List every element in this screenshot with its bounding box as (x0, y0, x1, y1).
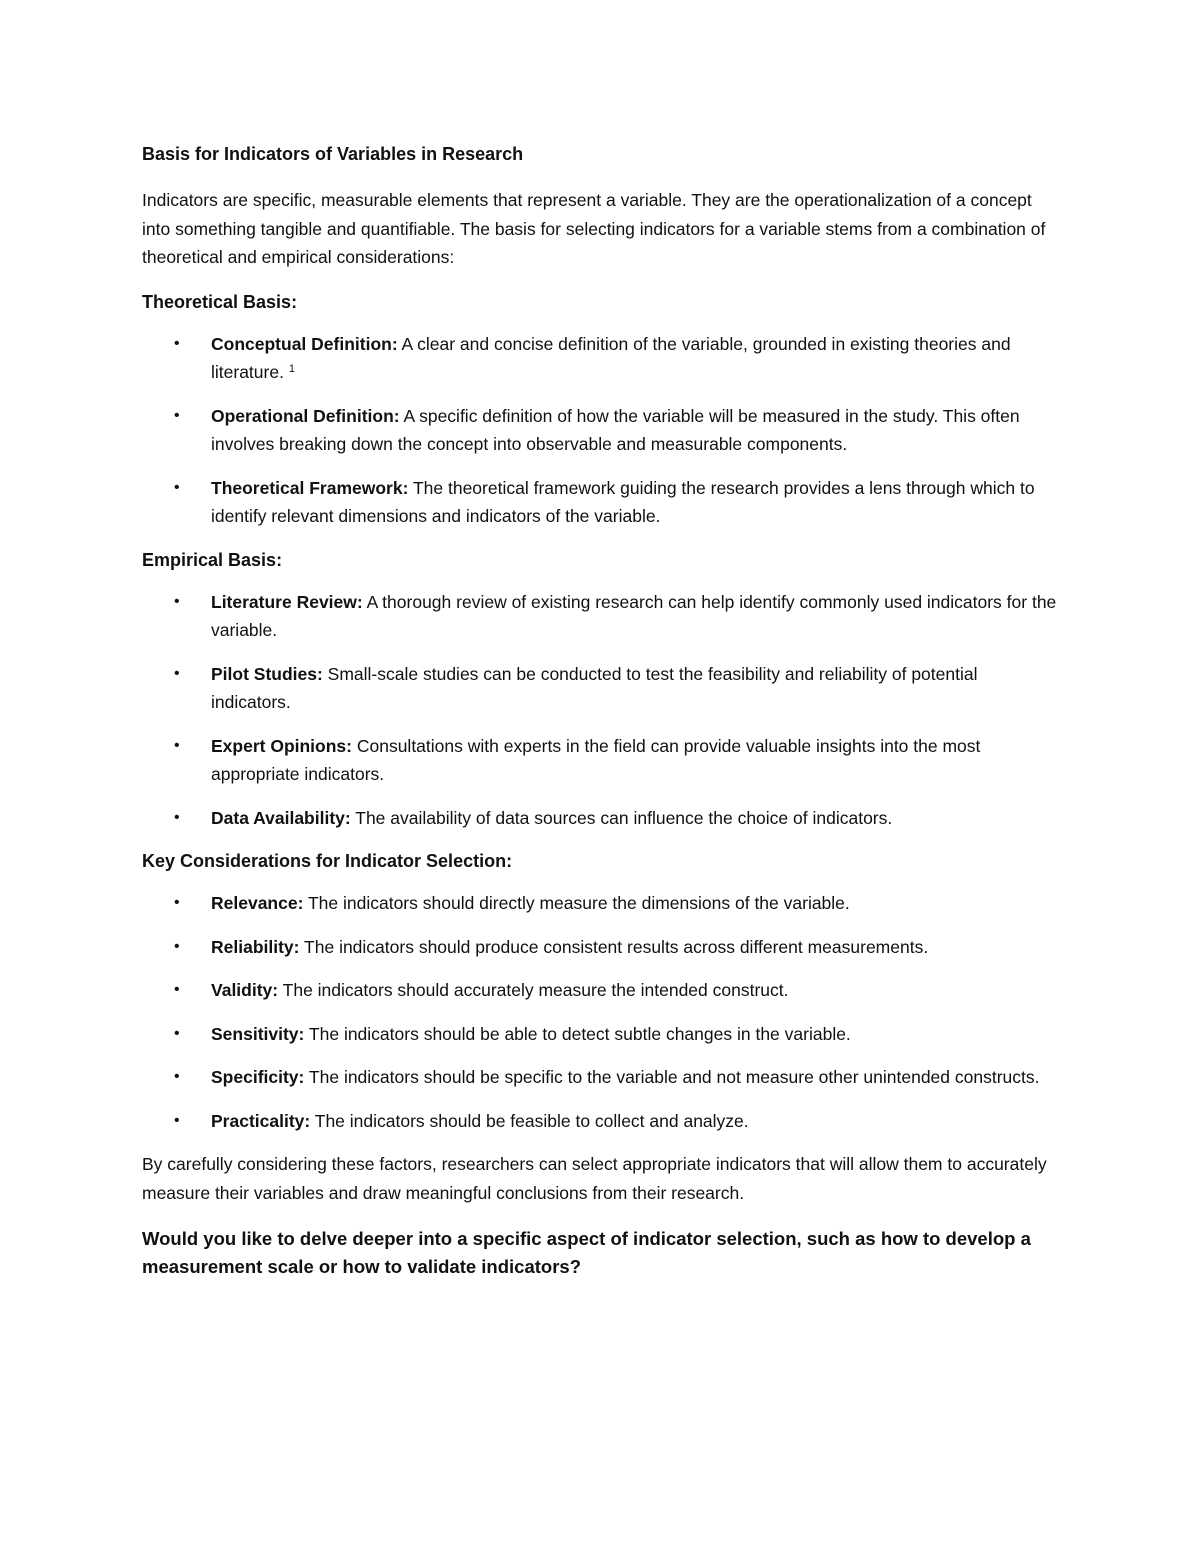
list-item-term: Operational Definition: (211, 405, 400, 426)
list-item-term: Sensitivity: (211, 1023, 305, 1044)
bullet-icon: • (174, 478, 180, 496)
list-item (142, 889, 1062, 918)
empirical-basis-list (142, 588, 1062, 833)
list-item-text: The theoretical framework guiding the research provides a lens through which to identify relevant dimensions and indicators of the variable. (211, 477, 1035, 526)
list-item-term: Relevance: (211, 893, 304, 913)
bullet-icon: • (174, 981, 180, 998)
theoretical-basis-list (142, 330, 1062, 531)
conclusion-paragraph: By carefully considering these factors, researchers can select appropriate indicators that will allow them to accurately measure their variables and draw meaningful conclusions from their research. (142, 1154, 1047, 1203)
list-item (142, 402, 1062, 459)
list-item (142, 1063, 1062, 1092)
list-item-text: The indicators should produce consistent results across different measurements. (299, 936, 929, 957)
list-item-text: A clear and concise definition of the variable, grounded in existing theories and literature. (211, 333, 1011, 382)
list-item (142, 804, 1062, 833)
bullet-icon: • (174, 1111, 180, 1129)
list-item (142, 474, 1062, 531)
bullet-icon: • (174, 406, 180, 424)
list-item-text: The indicators should be able to detect subtle changes in the variable. (304, 1023, 851, 1044)
closing-question: Would you like to delve deeper into a specific aspect of indicator selection, such as how to develop a measurement scale or how to validate indicators? (142, 1228, 1031, 1277)
list-item (142, 1020, 1062, 1049)
list-item (142, 732, 1062, 789)
bullet-icon: • (174, 1024, 180, 1042)
bullet-icon: • (174, 736, 180, 754)
list-item-term: Reliability: (211, 936, 300, 957)
list-item-text: The indicators should accurately measure the intended construct. (278, 980, 789, 1000)
section-heading-theoretical: Theoretical Basis: (142, 291, 298, 312)
list-item-term: Conceptual Definition: (211, 333, 398, 354)
list-item-term: Data Availability: (211, 807, 351, 828)
list-item (142, 976, 1062, 1005)
list-item-text: The indicators should be feasible to collect and analyze. (310, 1110, 749, 1131)
list-item-term: Practicality: (211, 1110, 311, 1131)
footnote-marker: 1 (288, 363, 295, 375)
list-item-text: The indicators should be specific to the variable and not measure other unintended constructs. (304, 1067, 1040, 1087)
bullet-icon: • (174, 334, 180, 352)
bullet-icon: • (174, 664, 180, 682)
list-item-text: A thorough review of existing research can help identify commonly used indicators for the variable. (211, 591, 1057, 640)
bullet-icon: • (174, 894, 180, 911)
bullet-icon: • (174, 808, 180, 826)
bullet-icon: • (174, 1068, 180, 1085)
list-item (142, 588, 1062, 645)
section-heading-key-considerations: Key Considerations for Indicator Selection: (142, 851, 513, 871)
list-item-term: Specificity: (211, 1067, 305, 1087)
list-item-text: Consultations with experts in the field can provide valuable insights into the most appropriate indicators. (211, 735, 981, 784)
document-page (142, 140, 1062, 1281)
list-item-term: Expert Opinions: (211, 735, 352, 756)
section-heading-empirical: Empirical Basis: (142, 549, 283, 570)
list-item (142, 933, 1062, 962)
list-item (142, 1107, 1062, 1136)
document-title: Basis for Indicators of Variables in Research (142, 144, 524, 164)
list-item-text: The availability of data sources can influence the choice of indicators. (350, 807, 893, 828)
list-item-term: Validity: (211, 980, 279, 1000)
list-item-term: Pilot Studies: (211, 663, 323, 684)
bullet-icon: • (174, 592, 180, 610)
list-item (142, 660, 1062, 717)
key-considerations-list (142, 889, 1062, 1135)
list-item-term: Literature Review: (211, 591, 363, 612)
list-item-text: Small-scale studies can be conducted to test the feasibility and reliability of potential indicators. (211, 663, 978, 712)
list-item (142, 330, 1062, 387)
bullet-icon: • (174, 937, 180, 955)
list-item-text: The indicators should directly measure the dimensions of the variable. (303, 893, 850, 913)
intro-paragraph: Indicators are specific, measurable elements that represent a variable. They are the operationalization of a concept into something tangible and quantifiable. The basis for selecting indicators for a variable stems from a combination of theoretical and empirical considerations: (142, 190, 1046, 267)
list-item-text: A specific definition of how the variable will be measured in the study. This often involves breaking down the concept into observable and measurable components. (211, 405, 1020, 454)
list-item-term: Theoretical Framework: (211, 477, 409, 498)
